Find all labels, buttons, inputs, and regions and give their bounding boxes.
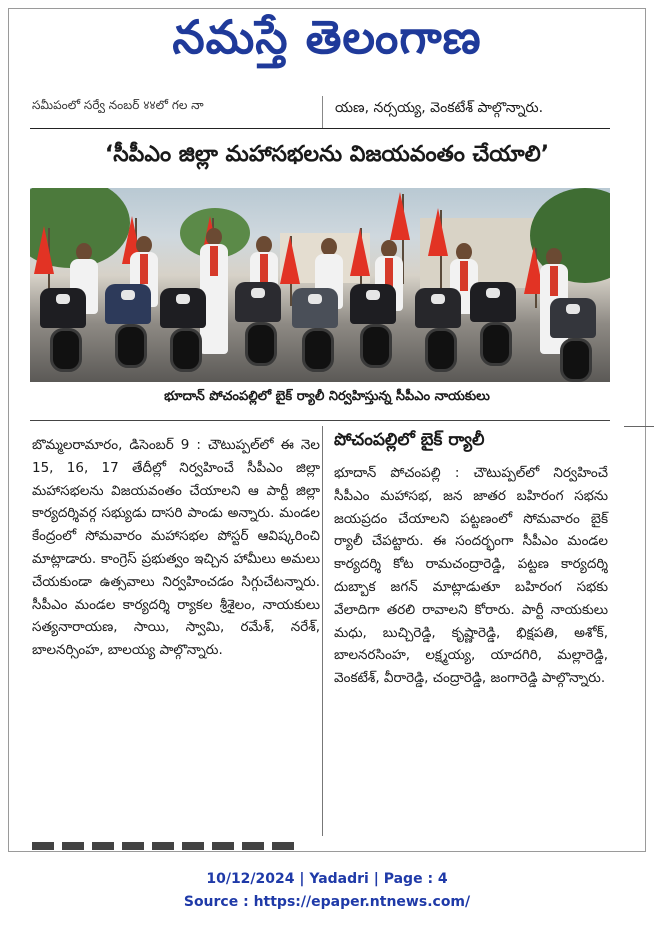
section-rule: [30, 128, 610, 129]
article-body-right: [334, 462, 608, 690]
source-url-line: Source : https://epaper.ntnews.com/: [183, 894, 471, 910]
subhead-rule: [624, 426, 654, 427]
column-divider-top: [322, 96, 323, 128]
article1-body: బొమ్మలరామారం, డిసెంబర్ 9 : చౌటుప్పల్‌లో ఈ నెల 15, 16, 17 తేదీల్లో నిర్వహించే సీపీఎం జిల్లా మహాసభలను విజయవంతం చేయాలని ఆ పార్టీ జిల్లా కార్యదర్శివర్గ సభ్యుడు దాసరి పాండు అన్నారు. మండల కేంద్రంలో సోమవారం మహాసభల పోస్టర్ ఆవిష్కరించి మాట్లాడారు. కాంగ్రెస్ ప్రభుత్వం ఇచ్చిన హామీలు అమలు చేయకుండా ఉత్సవాలు నిర్వహించడం సిగ్గుచేటన్నారు. సీపీఎం మండల కార్యదర్శి ర్యాకల శ్రీశైలం, నాయకులు సత్యనారాయణ, సాయి, స్వామి, రమేశ్, నరేశ్, బాలనర్సింహ, బాలయ్య పాల్గొన్నారు.: [32, 437, 320, 659]
news-photo-bike-rally: [30, 188, 610, 382]
article2-body: భూదాన్ పోచంపల్లి : చౌటుప్పల్‌లో నిర్వహించే సీపీఎం మహాసభ, జన జాతర బహిరంగ సభను జయప్రదం చేయాలని పట్టణంలో సోమవారం బైక్ ర్యాలీ చేపట్టారు. ఈ సందర్భంగా సీపీఎం మండల కార్యదర్శి కోట రామచంద్రారెడ్డి, పట్టణ కార్యదర్శి దుబ్బాక జగన్ మాట్లాడుతూ బహిరంగ సభకు వేలాదిగా తరలి రావాలని కోరారు. పార్టీ నాయకులు మధు, బుచ్చిరెడ్డి, కృష్ణారెడ్డి, భిక్షపతి, అశోక్, బాలనరసింహ, లక్ష్మయ్య, యాదగిరి, మల్లారెడ్డి, వెంకటేశ్, వీరారెడ్డి, చంద్రారెడ్డి, జంగారెడ్డి పాల్గొన్నారు.: [334, 465, 608, 687]
source-date-line: 10/12/2024 | Yadadri | Page : 4: [206, 871, 448, 887]
article2-headline: పోచంపల్లిలో బైక్ ర్యాలీ: [334, 430, 485, 450]
column-divider: [322, 426, 323, 836]
cutoff-text-left: సమీపంలో సర్వే నంబర్ ४४లో గల నా: [32, 98, 204, 112]
article-headline: ‘సీపీఎం జిల్లా మహాసభలను విజయవంతం చేయాలి’: [104, 142, 550, 167]
newspaper-masthead: నమస్తే తెలంగాణ: [172, 10, 482, 64]
clipping-border: [8, 8, 646, 852]
caption-rule: [30, 420, 610, 421]
cutoff-text-right: యణ, నర్సయ్య, వెంకటేశ్ పాల్గొన్నారు.: [335, 100, 544, 116]
cutoff-next-headline: [32, 842, 302, 850]
article-body-left: [32, 434, 320, 662]
photo-caption: భూదాన్ పోచంపల్లిలో బైక్ ర్యాలీ నిర్వహిస్తున్న సీపీఎం నాయకులు: [164, 389, 490, 404]
